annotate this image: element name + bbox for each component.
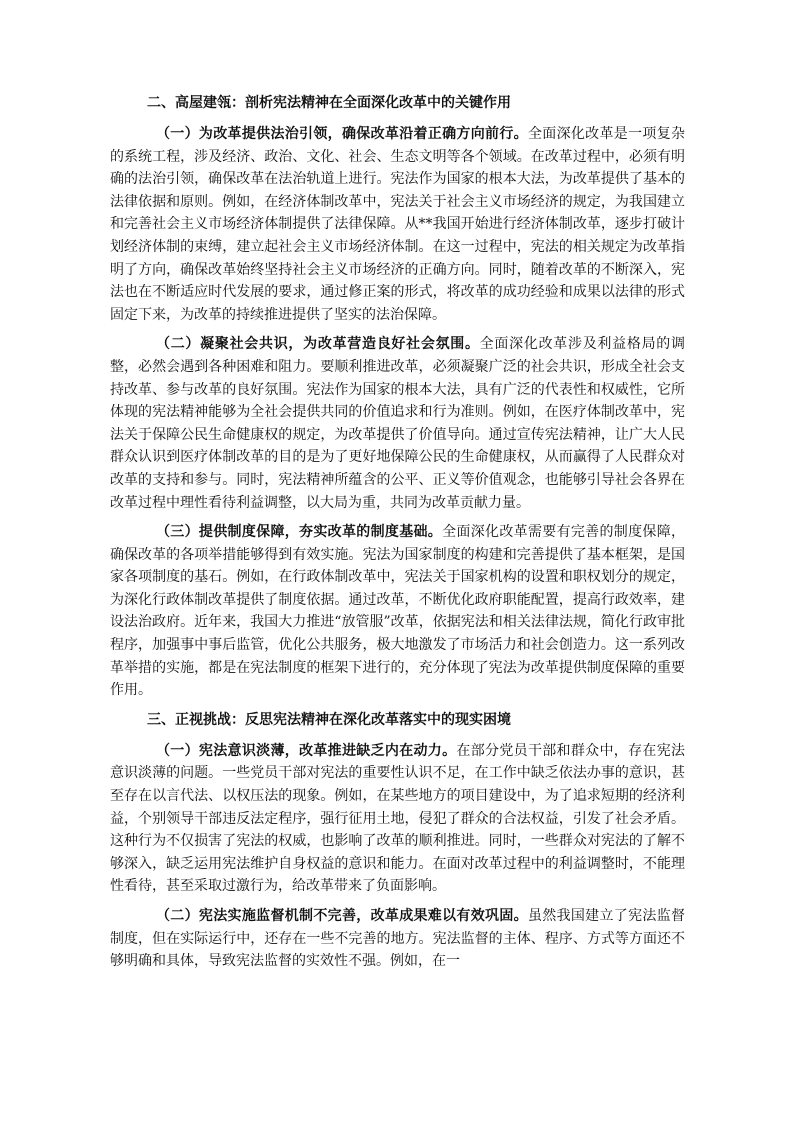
paragraph-lead: （二）凝聚社会共识，为改革营造良好社会氛围。 [156,336,480,353]
paragraph-3-2 [110,905,685,973]
paragraph-body: 虽然我国建立了宪法监督制度，但在实际运行中，还存在一些不完善的地方。宪法监督的主体、程序、方式等方面还不够明确和具体，导致宪法监督的实效性不强。例如，在一 [110,908,686,970]
paragraph-2-1 [110,123,685,326]
paragraph-lead: （一）为改革提供法治引领，确保改革沿着正确方向前行。 [156,126,528,142]
paragraph-body: 全面深化改革是一项复杂的系统工程，涉及经济、政治、文化、社会、生态文明等各个领域。在改革过程中，必须有明确的法治引领，确保改革在法治轨道上进行。宪法作为国家的根本大法，为改革提供了基本的法律依据和原则。例如，在经济体制改革中，宪法关于社会主义市场经济的规定，为我国建立和完善社会主义市场经济体制提供了法律保障。从**我国开始进行经济体制改革，逐步打破计划经济体制的束缚，建立起社会主义市场经济体制。在这一过程中，宪法的相关规定为改革指明了方向，确保改革始终坚持社会主义市场经济的正确方向。同时，随着改革的不断深入，宪法也在不断适应时代发展的要求，通过修正案的形式，将改革的成功经验和成果以法律的形式固定下来，为改革的持续推进提供了坚实的法治保障。 [110,126,686,323]
paragraph-lead: （二）宪法实施监督机制不完善，改革成果难以有效巩固。 [156,908,528,924]
paragraph-3-1 [110,740,685,898]
section-heading-3: 三、正视挑战：反思宪法精神在深化改革落实中的现实困境 [147,711,511,728]
paragraph-body: 在部分党员干部和群众中，存在宪法意识淡薄的问题。一些党员干部对宪法的重要性认识不足，在工作中缺乏依法办事的意识，甚至存在以言代法、以权压法的现象。例如，在某些地方的项目建设中，为了追求短期的经济利益，个别领导干部违反法定程序，强行征用土地，侵犯了群众的合法权益，引发了社会矛盾。这种行为不仅损害了宪法的权威，也影响了改革的顺利推进。同时，一些群众对宪法的了解不够深入，缺乏运用宪法维护自身权益的意识和能力。在面对改革过程中的利益调整时，不能理性看待，甚至采取过激行为，给改革带来了负面影响。 [110,742,686,895]
paragraph-lead: （三）提供制度保障，夯实改革的制度基础。 [156,524,443,541]
paragraph-lead: （一）宪法意识淡薄，改革推进缺乏内在动力。 [156,742,457,759]
paragraph-body: 全面深化改革涉及利益格局的调整，必然会遇到各种困难和阻力。要顺利推进改革，必须凝聚广泛的社会共识，形成全社会支持改革、参与改革的良好氛围。宪法作为国家的根本大法，具有广泛的代表性和权威性，它所体现的宪法精神能够为全社会提供共同的价值追求和行为准则。例如，在医疗体制改革中，宪法关于保障公民生命健康权的规定，为改革提供了价值导向。通过宣传宪法精神，让广大人民群众认识到医疗体制改革的目的是为了更好地保障公民的生命健康权，从而赢得了人民群众对改革的支持和参与。同时，宪法精神所蕴含的公平、正义等价值观念，也能够引导社会各界在改革过程中理性看待利益调整，以大局为重，共同为改革贡献力量。 [110,336,686,511]
paragraph-body: 全面深化改革需要有完善的制度保障，确保改革的各项举措能够得到有效实施。宪法为国家制度的构建和完善提供了基本框架，是国家各项制度的基石。例如，在行政体制改革中，宪法关于国家机构的设置和职权划分的规定，为深化行政体制改革提供了制度依据。通过改革，不断优化政府职能配置，提高行政效率，建设法治政府。近年来，我国大力推进“放管服”改革，依据宪法和相关法律法规，简化行政审批程序，加强事中事后监管，优化公共服务，极大地激发了市场活力和社会创造力。这一系列改革举措的实施，都是在宪法制度的框架下进行的，充分体现了宪法为改革提供制度保障的重要作用。 [110,524,686,699]
section-heading-2: 二、高屋建瓴：剖析宪法精神在全面深化改革中的关键作用 [147,95,511,111]
paragraph-2-2 [110,333,685,514]
document-page [110,92,685,980]
paragraph-2-3 [110,521,685,702]
